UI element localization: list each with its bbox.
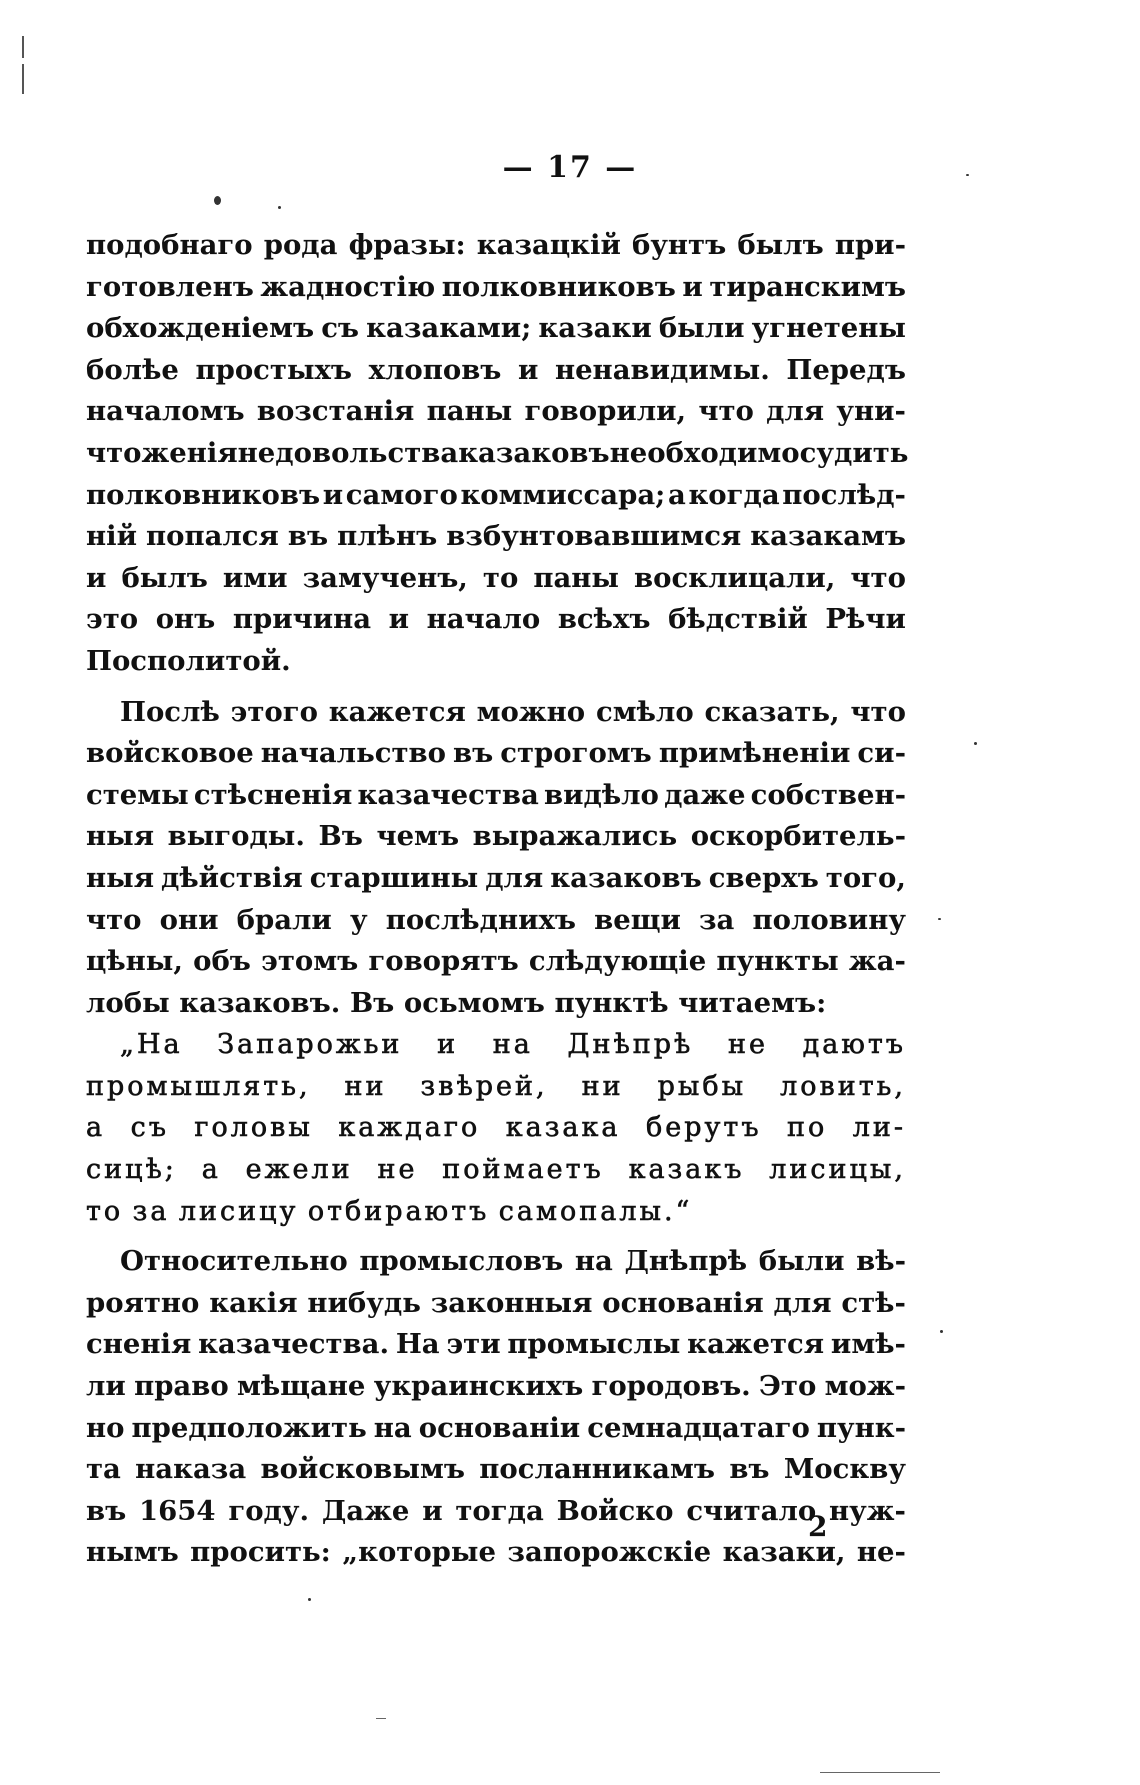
- quote-line: „На Запарожьи и на Днѣпрѣ не даютъ: [120, 1029, 906, 1061]
- text-line: обхожденіемъ съ казаками; казаки были угнетены: [86, 312, 906, 345]
- text-line: въ 1654 году. Даже и тогда Войско считало нуж-: [86, 1494, 906, 1527]
- signature-mark: 2: [808, 1510, 828, 1543]
- text-line: что они брали у послѣднихъ вещи за половину: [86, 903, 906, 936]
- text-line: готовленъ жадностію полковниковъ и тиранскимъ: [86, 270, 906, 303]
- text-line: нымъ просить: „которые запорожскіе казаки, не-: [86, 1536, 906, 1569]
- scan-speck: [966, 174, 969, 176]
- text-line: стемы стѣсненія казачества видѣло даже собствен-: [86, 778, 906, 811]
- page-number: — 17 —: [502, 150, 638, 185]
- text-line: Относительно промысловъ на Днѣпрѣ были вѣ-: [120, 1245, 906, 1278]
- text-line: Послѣ этого кажется можно смѣло сказать, что: [120, 695, 906, 728]
- text-line: это онъ причина и начало всѣхъ бѣдствій Рѣчи: [86, 603, 906, 636]
- text-line: ныя дѣйствія старшины для казаковъ сверхъ того,: [86, 861, 906, 894]
- scan-dash: [820, 1772, 940, 1773]
- quote-line: то за лисицу отбираютъ самопалы.“: [86, 1195, 693, 1227]
- quote-line: промышлять, ни звѣрей, ни рыбы ловить,: [86, 1070, 906, 1102]
- text-line: болѣе простыхъ хлоповъ и ненавидимы. Передъ: [86, 353, 906, 386]
- text-line: та наказа войсковымъ посланникамъ въ Москву: [86, 1453, 906, 1486]
- scan-speck: [938, 918, 941, 920]
- text-line: лобы казаковъ. Въ осьмомъ пунктѣ читаемъ:: [86, 986, 827, 1019]
- scan-speck: [278, 206, 281, 209]
- text-line: полковниковъ и самого коммиссара; а когда послѣд-: [86, 478, 906, 511]
- text-line: Посполитой.: [86, 644, 291, 677]
- text-line: ли право мѣщане украинскихъ городовъ. Это мож-: [86, 1370, 906, 1403]
- scan-dash: [376, 1718, 386, 1719]
- scan-speck: [214, 196, 221, 205]
- quote-line: сицѣ; а ежели не поймаетъ казакъ лисицы,: [86, 1154, 906, 1186]
- text-line: ныя выгоды. Въ чемъ выражались оскорбитель-: [86, 820, 906, 853]
- text-line: роятно какія нибудь законныя основанія для стѣ-: [86, 1286, 906, 1319]
- scan-edge-mark: [22, 64, 24, 94]
- scan-speck: [308, 1598, 311, 1601]
- text-line: войсковое начальство въ строгомъ примѣненіи си-: [86, 737, 906, 770]
- text-line: цѣны, объ этомъ говорятъ слѣдующіе пункты жа-: [86, 945, 906, 978]
- text-line: но предположить на основаніи семнадцатаго пунк-: [86, 1411, 906, 1444]
- scan-speck: [940, 1330, 943, 1333]
- text-line: сненія казачества. На эти промыслы кажется имѣ-: [86, 1328, 906, 1361]
- text-line: чтоженія недовольства казаковъ необходимо судить: [86, 436, 909, 469]
- quote-line: а съ головы каждаго казака берутъ по ли-: [86, 1112, 906, 1144]
- text-line: и былъ ими замученъ, то паны восклицали, что: [86, 561, 906, 594]
- text-line: ній попался въ плѣнъ взбунтовавшимся казакамъ: [86, 520, 906, 553]
- text-line: подобнаго рода фразы: казацкій бунтъ былъ при-: [86, 229, 906, 261]
- scan-speck: [974, 742, 977, 745]
- scan-edge-mark: [22, 36, 24, 58]
- text-line: началомъ возстанія паны говорили, что для уни-: [86, 395, 906, 428]
- body-text: [86, 225, 909, 1574]
